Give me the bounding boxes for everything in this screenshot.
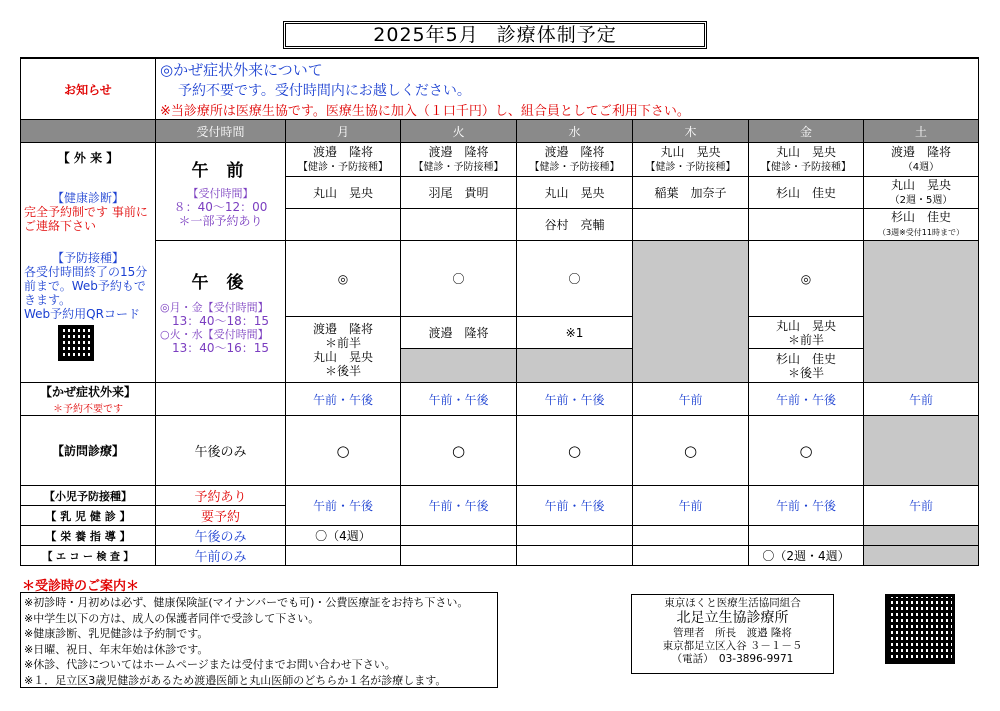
nutrition-time: 午後のみ (156, 526, 286, 546)
nutrition-fri (749, 526, 864, 546)
header-day-wed: 水 (517, 120, 633, 143)
wed-am-doc-1: 渡邉 隆将 【健診・予防接種】 (517, 143, 633, 177)
echo-mon (286, 546, 401, 566)
clinic-name: 北足立生協診療所 (676, 610, 789, 626)
child-sat: 午前 (864, 486, 979, 526)
echo-thu (633, 546, 749, 566)
nutrition-thu (633, 526, 749, 546)
header-day-tue: 火 (401, 120, 517, 143)
wed-pm-mark: 〇 (517, 241, 633, 317)
clinic-qr-code[interactable] (885, 594, 955, 664)
child-thu: 午前 (633, 486, 749, 526)
nutrition-tue (401, 526, 517, 546)
sat-am-doc-3: 杉山 佳史 （3週※受付11時まで） (864, 209, 979, 241)
vaccination-title: 【予防接種】 (51, 251, 124, 265)
child-fri: 午前・午後 (749, 486, 864, 526)
cold-sat: 午前 (864, 383, 979, 416)
outpatient-label: 【 外 来 】 (57, 151, 119, 165)
cold-tue: 午前・午後 (401, 383, 517, 416)
afternoon-label: 午 後 (191, 273, 250, 293)
morning-time-title: 【受付時間】 (187, 186, 254, 200)
mon-pm-doctors: 渡邉 隆将 ＊前半 丸山 晃央 ＊後半 (286, 317, 401, 383)
nutrition-mon: 〇（4週） (286, 526, 401, 546)
afternoon-time-cell (156, 241, 286, 383)
qr-label: Web予約用QRコード (24, 307, 140, 321)
echo-tue (401, 546, 517, 566)
afternoon-time2-title: ○火・水【受付時間】 (160, 328, 269, 341)
morning-time: ８：40～12：00 (173, 199, 268, 214)
tue-am-empty (401, 209, 517, 241)
header-day-mon: 月 (286, 120, 401, 143)
header-blank (21, 120, 156, 143)
clinic-info (631, 594, 834, 674)
echo-sat (864, 546, 979, 566)
cold-thu: 午前 (633, 383, 749, 416)
fri-pm-mark: ◎ (749, 241, 864, 317)
visit-thu: ○ (633, 416, 749, 486)
notice-body (156, 58, 979, 120)
guide-note: ※日曜、祝日、年末年始は休診です。 (24, 642, 209, 656)
child-wed: 午前・午後 (517, 486, 633, 526)
cold-wed: 午前・午後 (517, 383, 633, 416)
health-check-title: 【健康診断】 (51, 191, 124, 205)
thu-am-empty (633, 209, 749, 241)
notice-line-3: ※当診療所は医療生協です。医療生協に加入（１口千円）し、組合員としてご利用下さい。 (160, 104, 690, 119)
visit-tue: ○ (401, 416, 517, 486)
cold-sub: ＊予約不要です (53, 404, 123, 415)
child-vacc-time: 予約あり (156, 486, 286, 506)
tue-am-doc-2: 羽尾 貴明 (401, 177, 517, 209)
header-reception: 受付時間 (156, 120, 286, 143)
fri-pm-doc-2: 杉山 佳史 ＊後半 (749, 349, 864, 383)
mon-am-empty (286, 209, 401, 241)
thu-am-doc-1: 丸山 晃央 【健診・予防接種】 (633, 143, 749, 177)
nutrition-label: 【 栄 養 指 導 】 (21, 526, 156, 546)
fri-am-empty (749, 209, 864, 241)
morning-label: 午 前 (191, 160, 250, 181)
visit-sat-closed (864, 416, 979, 486)
echo-fri: 〇（2週・4週） (749, 546, 864, 566)
thu-pm-closed (633, 241, 749, 383)
vaccination-text: 各受付時間終了の15分前まで。Web予約もできます。 (24, 265, 148, 307)
morning-time-cell (156, 143, 286, 241)
title-text: 診療体制予定 (496, 24, 617, 46)
guide-notes (20, 592, 498, 688)
cold-label: 【かぜ症状外来】 (39, 385, 136, 399)
tue-am-doc-1: 渡邉 隆将 【健診・予防接種】 (401, 143, 517, 177)
sat-pm-closed (864, 241, 979, 383)
visit-time: 午後のみ (156, 416, 286, 486)
afternoon-time2: 13：40～16：15 (171, 341, 270, 355)
thu-am-doc-2: 稲葉 加奈子 (633, 177, 749, 209)
web-reservation-qr-code[interactable] (58, 325, 94, 361)
fri-am-doc-2: 杉山 佳史 (749, 177, 864, 209)
sat-am-doc-2: 丸山 晃央 （2週・5週） (864, 177, 979, 209)
guide-note: ※１．足立区3歳児健診があるため渡邉医師と丸山医師のどちらか１名が診療します。 (24, 673, 447, 687)
visit-mon: ○ (286, 416, 401, 486)
fri-am-doc-1: 丸山 晃央 【健診・予防接種】 (749, 143, 864, 177)
morning-note: ＊一部予約あり (178, 213, 263, 228)
visit-wed: ○ (517, 416, 633, 486)
nutrition-wed (517, 526, 633, 546)
guide-note: ※休診、代診についてはホームページまたは受付までお問い合わせ下さい。 (24, 658, 396, 671)
clinic-address: 東京都足立区入谷 ３－１－５ (662, 640, 803, 652)
cold-time-empty (156, 383, 286, 416)
mon-am-doc-1: 渡邉 隆将 【健診・予防接種】 (286, 143, 401, 177)
cold-label-cell (21, 383, 156, 416)
guide-note: ※初診時・月初めは必ず、健康保険証(マイナンバーでも可)・公費医療証をお持ち下さい。 (24, 596, 469, 609)
fri-pm-doc-1: 丸山 晃央 ＊前半 (749, 317, 864, 349)
wed-am-doc-2: 丸山 晃央 (517, 177, 633, 209)
wed-pm-doc: ※1 (517, 317, 633, 349)
schedule-table (20, 57, 979, 566)
header-day-sat: 土 (864, 120, 979, 143)
echo-label: 【 エ コ ー 検 査 】 (21, 546, 156, 566)
notice-line-2: 予約不要です。受付時間内にお越しください。 (178, 83, 471, 99)
notice-label: お知らせ (21, 58, 156, 120)
title-year-month: 2025年5月 (373, 24, 479, 46)
tue-pm-closed (401, 349, 517, 383)
notice-line-1: ◎かぜ症状外来について (160, 61, 323, 79)
cold-fri: 午前・午後 (749, 383, 864, 416)
tue-pm-doc: 渡邉 隆将 (401, 317, 517, 349)
infant-check-time: 要予約 (156, 506, 286, 526)
header-day-thu: 木 (633, 120, 749, 143)
clinic-phone: （電話） 03-3896-9971 (671, 653, 794, 665)
guide-note: ※健康診断、乳児健診は予約制です。 (24, 627, 209, 640)
clinic-org: 東京ほくと医療生活協同組合 (664, 597, 801, 609)
child-tue: 午前・午後 (401, 486, 517, 526)
child-mon: 午前・午後 (286, 486, 401, 526)
guide-note: ※中学生以下の方は、成人の保護者同伴で受診して下さい。 (24, 611, 320, 625)
clinic-manager: 管理者 所長 渡邉 隆将 (673, 627, 792, 639)
child-vacc-label: 【小児予防接種】 (21, 486, 156, 506)
outpatient-info (21, 143, 156, 383)
visit-label: 【訪問診療】 (21, 416, 156, 486)
tue-pm-mark: 〇 (401, 241, 517, 317)
mon-am-doc-2: 丸山 晃央 (286, 177, 401, 209)
header-day-fri: 金 (749, 120, 864, 143)
echo-time: 午前のみ (156, 546, 286, 566)
afternoon-time1-title: ◎月・金【受付時間】 (160, 301, 269, 314)
echo-wed (517, 546, 633, 566)
cold-mon: 午前・午後 (286, 383, 401, 416)
nutrition-sat (864, 526, 979, 546)
health-check-text: 完全予約制です 事前にご連絡下さい (24, 205, 148, 233)
wed-pm-closed (517, 349, 633, 383)
wed-am-doc-3: 谷村 亮輔 (517, 209, 633, 241)
visit-fri: ○ (749, 416, 864, 486)
schedule-title (283, 21, 707, 49)
guide-title: ＊受診時のご案内＊ (22, 579, 140, 594)
afternoon-time1: 13：40～18：15 (171, 314, 270, 328)
sat-am-doc-1: 渡邉 隆将 （4週） (864, 143, 979, 177)
mon-pm-mark: ◎ (286, 241, 401, 317)
infant-check-label: 【 乳 児 健 診 】 (21, 506, 156, 526)
